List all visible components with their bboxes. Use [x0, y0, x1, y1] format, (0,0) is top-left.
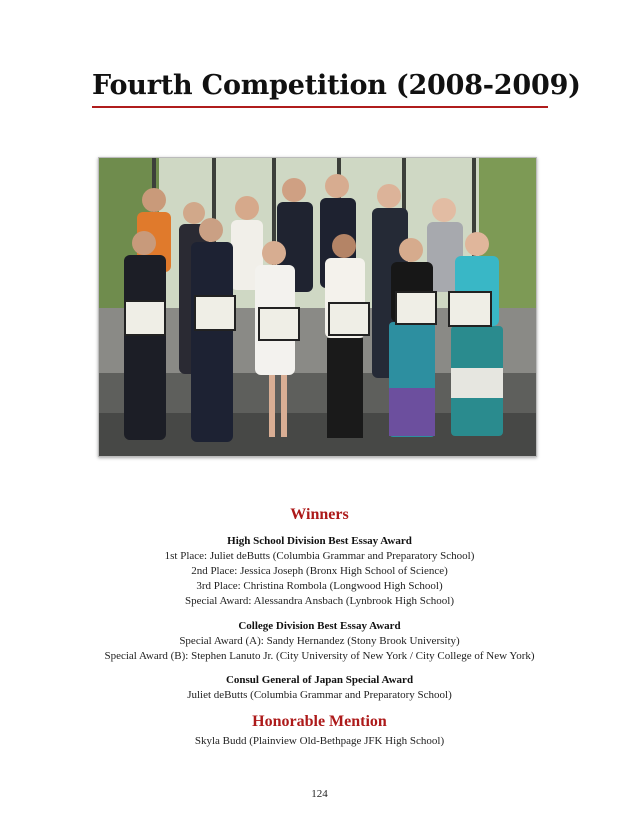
college-section — [0, 620, 639, 662]
consul-heading: Consul General of Japan Special Award — [225, 674, 414, 686]
winners-section — [0, 506, 639, 524]
high-school-line: 3rd Place: Christina Rombola (Longwood High School) — [196, 580, 443, 592]
honorable-line: Skyla Budd (Plainview Old-Bethpage JFK High School) — [194, 735, 445, 747]
college-heading: College Division Best Essay Award — [238, 620, 401, 632]
college-line: Special Award (B): Stephen Lanuto Jr. (City University of New York / City College of New York) — [104, 650, 535, 662]
consul-section — [0, 674, 639, 701]
page-title: Fourth Competition (2008-2009) — [92, 70, 581, 101]
high-school-section — [0, 535, 639, 607]
honorable-heading: Honorable Mention — [252, 713, 387, 730]
honorable-section — [0, 713, 639, 747]
high-school-line: 1st Place: Juliet deButts (Columbia Grammar and Preparatory School) — [164, 550, 475, 562]
high-school-line: 2nd Place: Jessica Joseph (Bronx High School of Science) — [191, 565, 448, 577]
page-number: 124 — [311, 788, 328, 800]
title-underline — [92, 106, 548, 108]
winners-heading: Winners — [290, 506, 349, 523]
high-school-line: Special Award: Alessandra Ansbach (Lynbrook High School) — [184, 595, 455, 607]
college-line: Special Award (A): Sandy Hernandez (Stony Brook University) — [179, 635, 460, 647]
consul-line: Juliet deButts (Columbia Grammar and Preparatory School) — [187, 689, 452, 701]
group-photo — [98, 157, 537, 457]
high-school-heading: High School Division Best Essay Award — [227, 535, 412, 547]
